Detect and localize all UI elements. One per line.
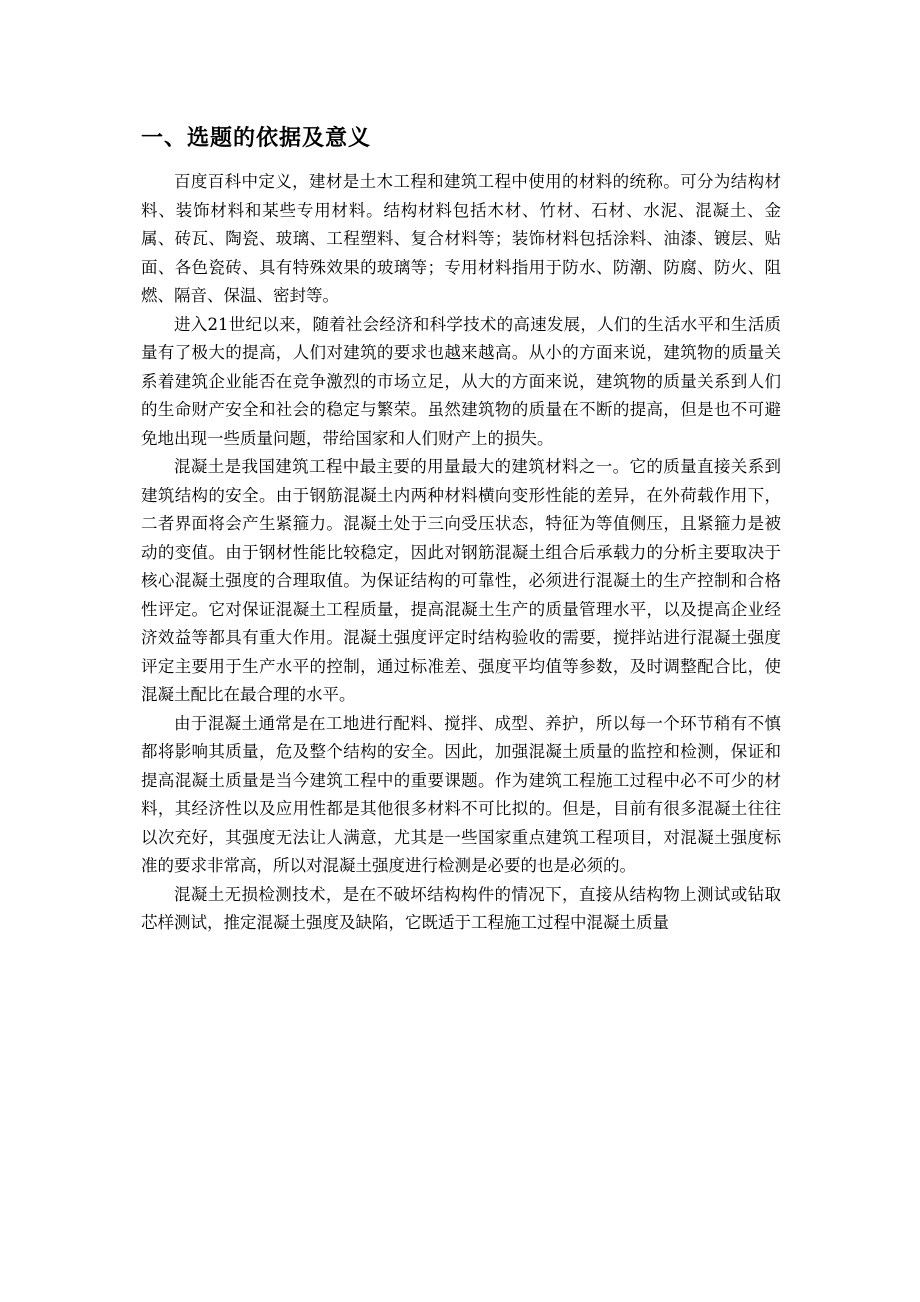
paragraph-background: 进入21世纪以来，随着社会经济和科学技术的高速发展，人们的生活水平和生活质量有了极大的提高，人们对建筑的要求也越来越高。从小的方面来说，建筑物的质量关系着建筑企业能否在竞争激烈的市场立足，从大的方面来说，建筑物的质量关系到人们的生命财产安全和社会的稳定与繁荣。虽然建筑物的质量在不断的提高，但是也不可避免地出现一些质量问题，带给国家和人们财产上的损失。 [141, 314, 781, 448]
paragraph-quality-monitoring: 由于混凝土通常是在工地进行配料、搅拌、成型、养护，所以每一个环节稍有不慎都将影响其质量，危及整个结构的安全。因此，加强混凝土质量的监控和检测，保证和提高混凝土质量是当今建筑工程中的重要课题。作为建筑工程施工过程中必不可少的材料，其经济性以及应用性都是其他很多材料不可比拟的。但是，目前有很多混凝土往往以次充好，其强度无法让人满意，尤其是一些国家重点建筑工程项目，对混凝土强度标准的要求非常高，所以对混凝土强度进行检测是必要的也是必须的。 [141, 713, 781, 875]
paragraph-concrete-importance: 混凝土是我国建筑工程中最主要的用量最大的建筑材料之一。它的质量直接关系到建筑结构的安全。由于钢筋混凝土内两种材料横向变形性能的差异，在外荷载作用下，二者界面将会产生紧箍力。混凝土处于三向受压状态，特征为等值侧压，且紧箍力是被动的变值。由于钢材性能比较稳定，因此对钢筋混凝土组合后承载力的分析主要取决于核心混凝土强度的合理取值。为保证结构的可靠性，必须进行混凝土的生产控制和合格性评定。它对保证混凝土工程质量，提高混凝土生产的质量管理水平，以及提高企业经济效益等都具有重大作用。混凝土强度评定时结构验收的需要，搅拌站进行混凝土强度评定主要用于生产水平的控制，通过标准差、强度平均值等参数，及时调整配合比，使混凝土配比在最合理的水平。 [141, 457, 781, 704]
body-text [141, 168, 781, 938]
paragraph-definition: 百度百科中定义，建材是土木工程和建筑工程中使用的材料的统称。可分为结构材料、装饰材料和某些专用材料。结构材料包括木材、竹材、石材、水泥、混凝土、金属、砖瓦、陶瓷、玻璃、工程塑料、复合材料等；装饰材料包括涂料、油漆、镀层、贴面、各色瓷砖、具有特殊效果的玻璃等；专用材料指用于防水、防潮、防腐、防火、阻燃、隔音、保温、密封等。 [141, 172, 781, 305]
section-heading: 一、选题的依据及意义 [141, 126, 372, 151]
paragraph-nondestructive-testing: 混凝土无损检测技术，是在不破坏结构构件的情况下，直接从结构物上测试或钻取芯样测试，推定混凝土强度及缺陷，它既适于工程施工过程中混凝土质量 [141, 884, 781, 932]
